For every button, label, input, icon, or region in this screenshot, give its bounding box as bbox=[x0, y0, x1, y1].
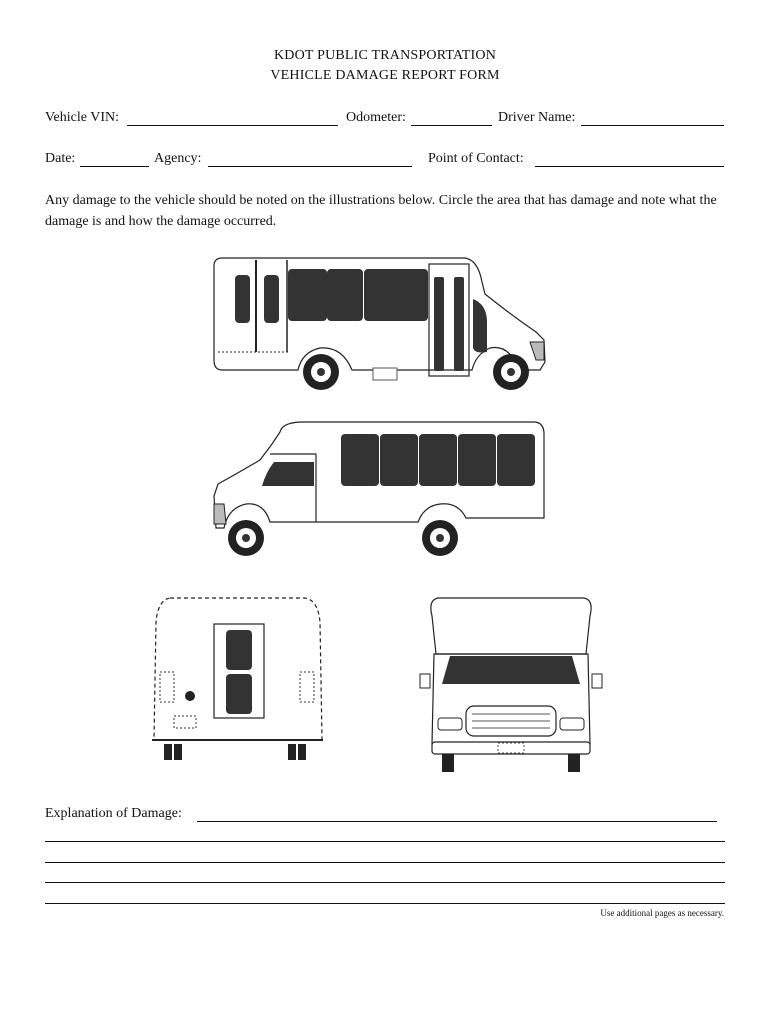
vin-label: Vehicle VIN: bbox=[45, 110, 119, 125]
tire bbox=[442, 754, 454, 772]
tire bbox=[164, 744, 172, 760]
rear-window bbox=[226, 674, 252, 714]
form-title-agency: KDOT PUBLIC TRANSPORTATION bbox=[273, 48, 497, 63]
window bbox=[327, 269, 363, 321]
instructions: Any damage to the vehicle should be noted on the illustrations below. Circle the area that has damage and note what the damage is and how the damage occurred. bbox=[45, 193, 717, 229]
door-glass bbox=[434, 277, 444, 371]
explanation-field[interactable] bbox=[197, 821, 717, 822]
windshield bbox=[442, 656, 580, 684]
bus-front-view[interactable] bbox=[418, 594, 604, 774]
agency-field[interactable] bbox=[208, 166, 412, 167]
headlight bbox=[560, 718, 584, 730]
footer-note: Use additional pages as necessary. bbox=[600, 908, 724, 918]
bus-left-side-view[interactable] bbox=[210, 418, 550, 563]
vehicle-info-row bbox=[45, 110, 725, 130]
tire bbox=[568, 754, 580, 772]
tire bbox=[174, 744, 182, 760]
mirror bbox=[592, 674, 602, 688]
driver-name-field[interactable] bbox=[581, 125, 724, 126]
form-title: VEHICLE DAMAGE REPORT FORM bbox=[270, 68, 500, 83]
headlight bbox=[438, 718, 462, 730]
explanation-label: Explanation of Damage: bbox=[45, 806, 182, 821]
explanation-line[interactable] bbox=[45, 862, 725, 863]
point-of-contact-label: Point of Contact: bbox=[428, 151, 524, 166]
driver-name-label: Driver Name: bbox=[498, 110, 576, 125]
door-glass bbox=[454, 277, 464, 371]
window bbox=[235, 275, 250, 323]
date-label: Date: bbox=[45, 151, 76, 166]
window bbox=[288, 269, 327, 321]
explanation-line[interactable] bbox=[45, 841, 725, 842]
window bbox=[458, 434, 496, 486]
tire bbox=[288, 744, 296, 760]
rear-window bbox=[226, 630, 252, 670]
agency-label: Agency: bbox=[154, 151, 202, 166]
window bbox=[264, 275, 279, 323]
window bbox=[364, 269, 428, 321]
window bbox=[341, 434, 379, 486]
tire bbox=[298, 744, 306, 760]
window bbox=[380, 434, 418, 486]
window bbox=[419, 434, 457, 486]
mirror bbox=[420, 674, 430, 688]
odometer-field[interactable] bbox=[411, 125, 492, 126]
bus-rear-view[interactable] bbox=[150, 592, 325, 764]
explanation-line[interactable] bbox=[45, 903, 725, 904]
window bbox=[497, 434, 535, 486]
point-of-contact-field[interactable] bbox=[535, 166, 724, 167]
explanation-line[interactable] bbox=[45, 882, 725, 883]
vin-field[interactable] bbox=[127, 125, 338, 126]
date-agency-row bbox=[45, 151, 725, 171]
odometer-label: Odometer: bbox=[346, 110, 406, 125]
bus-right-side-view[interactable] bbox=[210, 252, 550, 397]
date-field[interactable] bbox=[80, 166, 149, 167]
